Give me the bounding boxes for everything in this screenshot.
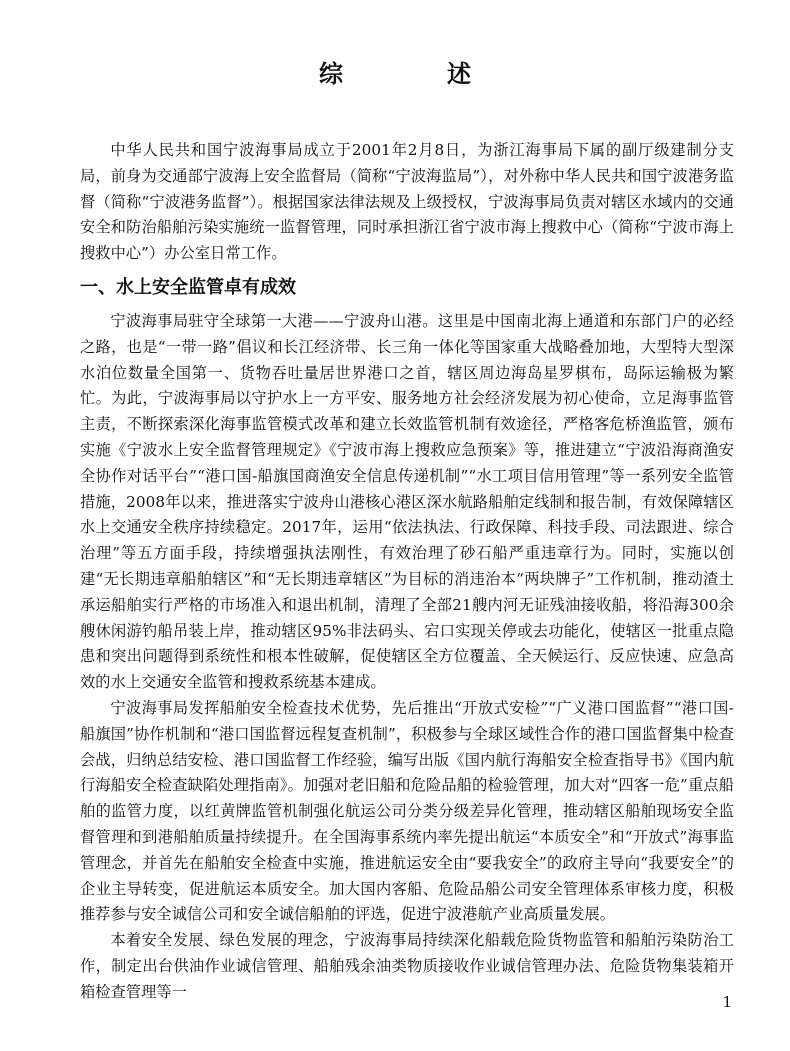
body-paragraph: 宁波海事局发挥船舶安全检查技术优势，先后推出“开放式安检”“广义港口国监督”“港口国-船旗国”协作机制和“港口国监督远程复查机制”，积极参与全球区域性合作的港口国监督集中检查会战，归纳总结安检、港口国监督工作经验，编写出版《国内航行海船安全检查指导书》《国内航行海船安全检查缺陷处理指南》。加强对老旧船和危险品船的检验管理，加大对“四客一危”重点船舶的监管力度，以红黄牌监管机制强化航运公司分类分级差异化管理，推动辖区船舶现场安全监督管理和到港船舶质量持续提升。在全国海事系统内率先提出航运“本质安全”和“开放式”海事监管理念，并首先在船舶安全检查中实施，推进航运安全由“要我安全”的政府主导向“我要安全”的企业主导转变，促进航运本质安全。加大国内客船、危险品船公司安全管理体系审核力度，积极推荐参与安全诚信公司和安全诚信船舶的评选，促进宁波港航产业高质量发展。 — [80, 698, 734, 924]
page-title: 综 述 — [319, 60, 511, 88]
intro-paragraph: 中华人民共和国宁波海事局成立于2001年2月8日，为浙江海事局下属的副厅级建制分支局，前身为交通部宁波海上安全监督局（简称“宁波海监局”），对外称中华人民共和国宁波港务监督（简称“宁波港务监督”）。根据国家法律法规及上级授权，宁波海事局负责对辖区水域内的交通安全和防治船舶污染实施统一监督管理，同时承担浙江省宁波市海上搜救中心（简称“宁波市海上搜救中心”）办公室日常工作。 — [80, 141, 734, 263]
body-paragraph: 宁波海事局驻守全球第一大港——宁波舟山港。这里是中国南北海上通道和东部门户的必经之路，也是“一带一路”倡议和长江经济带、长三角一体化等国家重大战略叠加地，大型特大型深水泊位数量全国第一、货物吞吐量居世界港口之首，辖区周边海岛星罗棋布，岛际运输极为繁忙。为此，宁波海事局以守护水上一方平安、服务地方社会经济发展为初心使命，立足海事监管主责，不断探索深化海事监管模式改革和建立长效监管机制有效途径，严格客危桥渔监管，颁布实施《宁波水上安全监督管理规定》《宁波市海上搜救应急预案》等，推进建立“宁波沿海商渔安全协作对话平台”“港口国-船旗国商渔安全信息传递机制”“水工项目信用管理”等一系列安全监管措施，2008年以来，推进落实宁波舟山港核心港区深水航路船舶定线制和报告制，有效保障辖区水上交通安全秩序持续稳定。2017年，运用“依法执法、行政保障、科技手段、司法跟进、综合治理”等五方面手段，持续增强执法刚性，有效治理了砂石船严重违章行为。同时，实施以创建“无长期违章船舶辖区”和“无长期违章辖区”为目标的消违治本“两块牌子”工作机制，推动渣土承运船舶实行严格的市场准入和退出机制，清理了全部21艘内河无证残油接收船，将沿海300余艘休闲游钓船吊装上岸，推动辖区95%非法码头、宕口实现关停或去功能化，使辖区一批重点隐患和突出问题得到系统性和根本性破解，促使辖区全方位覆盖、全天候运行、反应快速、应急高效的水上交通安全监管和搜救系统基本建成。 — [80, 311, 734, 692]
section-heading: 一、水上安全监管卓有成效 — [80, 276, 296, 298]
page-number: 1 — [722, 993, 732, 1011]
document-body — [80, 138, 734, 1006]
body-paragraph: 本着安全发展、绿色发展的理念，宁波海事局持续深化船载危险货物监管和船舶污染防治工作，制定出台供油作业诚信管理、船舶残余油类物质接收作业诚信管理办法、危险货物集装箱开箱检查管理等一 — [80, 931, 734, 1001]
